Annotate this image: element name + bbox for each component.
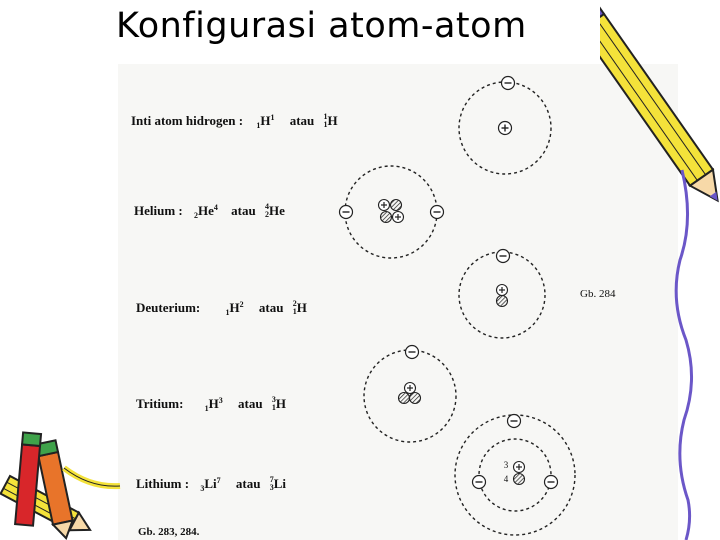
proton — [497, 285, 508, 296]
electron — [502, 77, 515, 90]
helium-label: Helium : $_2He^4$ atau 4 2He — [134, 202, 285, 220]
neutron — [381, 212, 392, 223]
lithium-label: Lithium : $_3Li^7$ atau 7 3Li — [136, 475, 286, 493]
figure-caption-bottom: Gb. 283, 284. — [138, 526, 200, 538]
row-name: Tritium: — [136, 396, 184, 411]
neutron-count: 4 — [503, 474, 509, 484]
deuterium-label: Deuterium: $_1H^2$ atau 2 1H — [136, 299, 307, 317]
neutron — [391, 200, 402, 211]
hydrogen-label: Inti atom hidrogen : $_1H^1$ atau 1 1H — [131, 112, 338, 130]
figure-caption-right: Gb. 284 — [580, 288, 616, 300]
proton-count: 3 — [503, 460, 509, 470]
proton — [499, 122, 512, 135]
electron — [431, 206, 444, 219]
pencil-decoration-left — [0, 428, 130, 540]
electron — [508, 415, 521, 428]
row-name: Lithium : — [136, 476, 190, 491]
hydrogen-atom — [459, 77, 551, 175]
proton — [405, 383, 416, 394]
row-name: Helium : — [134, 203, 183, 218]
helium-atom — [340, 166, 444, 258]
neutron — [514, 474, 525, 485]
pencil-decoration-right — [600, 0, 720, 540]
electron — [340, 206, 353, 219]
electron-orbit — [345, 166, 437, 258]
proton — [393, 212, 404, 223]
slide-title: Konfigurasi atom-atom — [116, 6, 527, 46]
row-name: Inti atom hidrogen : — [131, 113, 244, 128]
electron — [545, 476, 558, 489]
electron — [497, 250, 510, 263]
lithium-atom — [455, 415, 575, 536]
deuterium-atom — [459, 250, 545, 339]
proton — [379, 200, 390, 211]
neutron — [399, 393, 410, 404]
neutron — [497, 296, 508, 307]
tritium-atom — [364, 346, 456, 443]
electron — [473, 476, 486, 489]
proton — [514, 462, 525, 473]
tritium-label: Tritium: $_1H^3$ atau 3 1H — [136, 395, 286, 413]
neutron — [410, 393, 421, 404]
electron — [406, 346, 419, 359]
row-name: Deuterium: — [136, 300, 201, 315]
